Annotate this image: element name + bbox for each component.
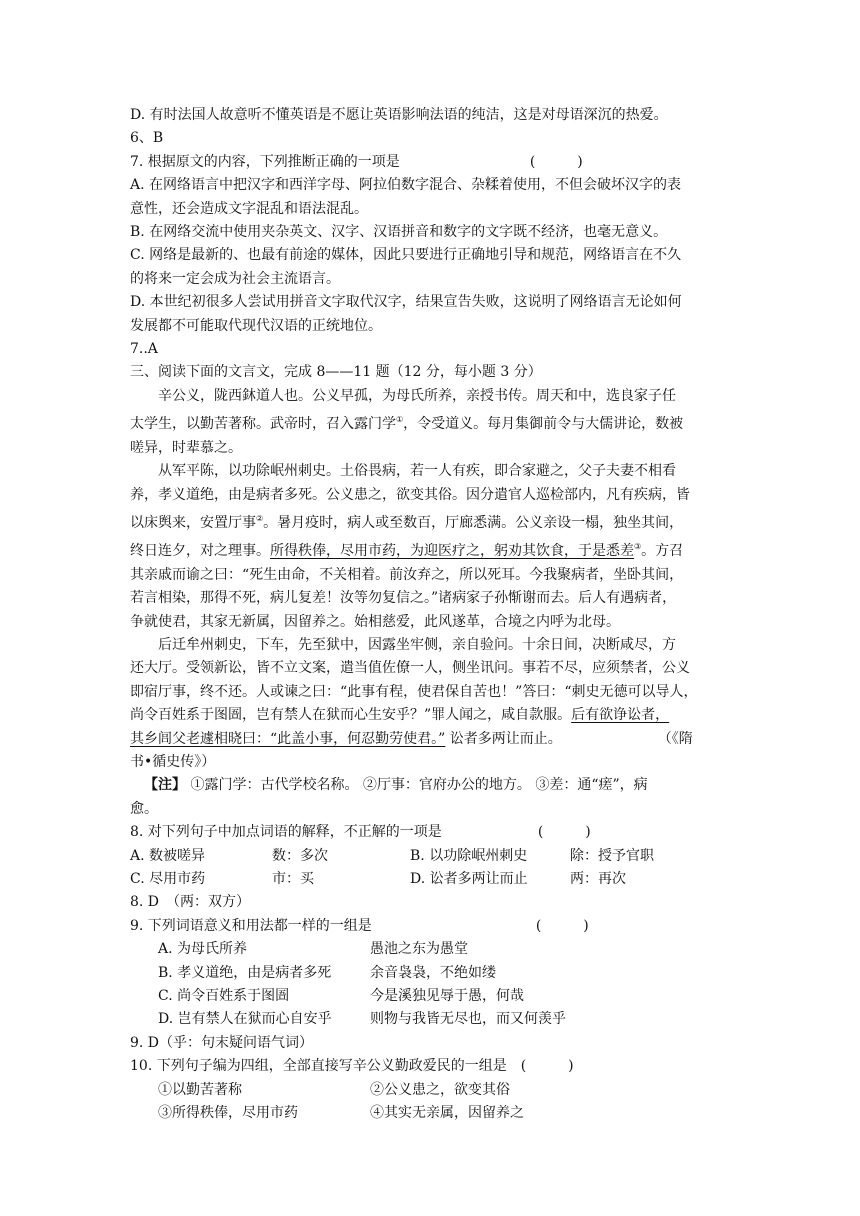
passage-p2-line4: 终日连夕，对之理事。所得秩俸，尽用市药，为迎医疗之，躬劝其饮食，于是悉差③。方召 xyxy=(130,542,684,560)
passage-p3-line2: 还大厅。受领新讼，皆不立文案，遣当值佐僚一人，侧坐讯问。事若不尽，应须禁者，公义 xyxy=(130,660,690,677)
q7-option-d-cont: 发展都不可能取代现代汉语的正统地位。 xyxy=(130,317,382,334)
q7-option-c: C. 网络是最新的、也最有前途的媒体，因此只要进行正确地引导和规范，网络语言在不久 xyxy=(130,247,682,264)
passage-p1-line1: 辛公义，陇西鈢道人也。公义早孤，为母氏所养，亲授书传。周天和中，选良家子任 xyxy=(158,387,676,404)
passage-p2-line7: 争就使君，其家无新属，因留养之。始相慈爱，此风遂革，合境之内呼为北母。 xyxy=(130,613,620,630)
q9-option-d: D. 岂有禁人在狱而心自安乎 则物与我皆无尽也，而又何羡乎 xyxy=(158,1011,566,1028)
passage-p1-line3: 嗟异，时辈慕之。 xyxy=(130,439,242,456)
q9-option-a: A. 为母氏所养 愚池之东为愚堂 xyxy=(158,941,468,958)
q7-option-c-cont: 的将来一定会成为社会主流语言。 xyxy=(130,270,340,287)
passage-p3-line4: 尚令百姓系于图圄，岂有禁人在狱而心生安乎？”罪人闻之，咸自款服。后有欲诤讼者， xyxy=(130,707,670,724)
notes-line1: 【注】 ①露门学：古代学校名称。 ②厅事：官府办公的地方。 ③差：通“瘥”，病 xyxy=(144,777,648,794)
q7-option-b: B. 在网络交流中使用夹杂英文、汉字、汉语拼音和数字的文字既不经济，也毫无意义。 xyxy=(130,224,668,241)
q7-option-a: A. 在网络语言中把汉字和西洋字母、阿拉伯数字混合、杂糅着使用，不但会破坏汉字的表 xyxy=(130,177,682,194)
passage-p2-line1: 从军平陈，以功除岷州刺史。土俗畏病，若一人有疾，即合家避之，父子夫妻不相看 xyxy=(158,463,676,480)
q9-option-c: C. 尚令百姓系于图圄 今是溪独见辱于愚，何哉 xyxy=(158,988,524,1005)
passage-source: 书•循史传》） xyxy=(130,753,216,770)
q10-items-34: ③所得秩俸，尽用市药 ④其实无亲属，因留养之 xyxy=(158,1105,524,1122)
q10-items-12: ①以勤苦著称 ②公义患之，欲变其俗 xyxy=(158,1081,510,1098)
passage-p2-line6: 若言相染，那得不死，病儿复差！汝等勿复信之。”诸病家子孙惭谢而去。后人有遇病者， xyxy=(130,590,677,607)
option-d-line: D. 有时法国人故意听不懂英语是不愿让英语影响法语的纯洁，这是对母语深沉的热爱。 xyxy=(130,107,668,123)
q7-option-a-cont: 意性，还会造成文字混乱和语法混乱。 xyxy=(130,200,368,217)
q7-option-d: D. 本世纪初很多人尝试用拼音文字取代汉字，结果宣告失败，这说明了网络语言无论如何 xyxy=(130,294,682,311)
passage-p2-line5: 其亲戚而谕之曰：“死生由命，不关相着。前汝弃之，所以死耳。今我聚病者，坐卧其间， xyxy=(130,566,684,583)
passage-p2-line2: 养，孝义道绝，由是病者多死。公义患之，欲变其俗。因分遣官人巡检部内，凡有疾病，皆 xyxy=(130,486,690,503)
answer-9: 9. D（乎：句末疑问语气词） xyxy=(130,1034,314,1051)
document-page xyxy=(130,104,730,1125)
q9-option-b: B. 孝义道绝，由是病者多死 余音袅袅，不绝如缕 xyxy=(158,964,496,981)
answer-8: 8. D （两：双方） xyxy=(130,894,251,911)
question-7: 7. 根据原文的内容，下列推断正确的一项是 ( ) xyxy=(130,153,583,170)
passage-p3-line1: 后迁牟州刺史，下车，先至狱中，因露坐牢侧，亲自验问。十余日间，决断咸尽，方 xyxy=(158,636,676,653)
section-3-heading: 三、阅读下面的文言文，完成 8——11 题（12 分，每小题 3 分） xyxy=(130,364,542,381)
question-8: 8. 对下列句子中加点词语的解释，不正解的一项是 ( ) xyxy=(130,824,591,841)
q8-options-ab: A. 数被嗟异 数：多次 B. 以功除岷州刺史 除：授予官职 xyxy=(130,847,654,864)
passage-p3-line5: 其乡闾父老遽相晓曰：“此盖小事，何忍勤劳使君。” 讼者多两让而止。 （《隋 xyxy=(130,730,693,747)
question-10: 10. 下列句子编为四组，全部直接写辛公义勤政爱民的一组是 ( ) xyxy=(130,1058,574,1075)
question-9: 9. 下列词语意义和用法都一样的一组是 ( ) xyxy=(130,917,589,934)
notes-line2: 愈。 xyxy=(130,800,158,817)
passage-p3-line3: 即宿厅事，终不还。人或谏之曰：“此事有程，使君保自苦也！”答曰：“刺史无德可以导人， xyxy=(130,683,698,700)
answer-6: 6、B xyxy=(130,130,164,147)
q8-options-cd: C. 尽用市药 市：买 D. 讼者多两让而止 两：再次 xyxy=(130,871,626,887)
passage-p1-line2: 太学生，以勤苦著称。武帝时，召入露门学①，令受道义。每月集御前令与大儒讲论，数被 xyxy=(130,415,684,433)
passage-p2-line3: 以床舆来，安置厅事②。暑月疫时，病人或至数百，厅廊悉满。公义亲设一榻，独坐其间， xyxy=(130,513,684,531)
answer-7: 7..A xyxy=(130,341,158,358)
